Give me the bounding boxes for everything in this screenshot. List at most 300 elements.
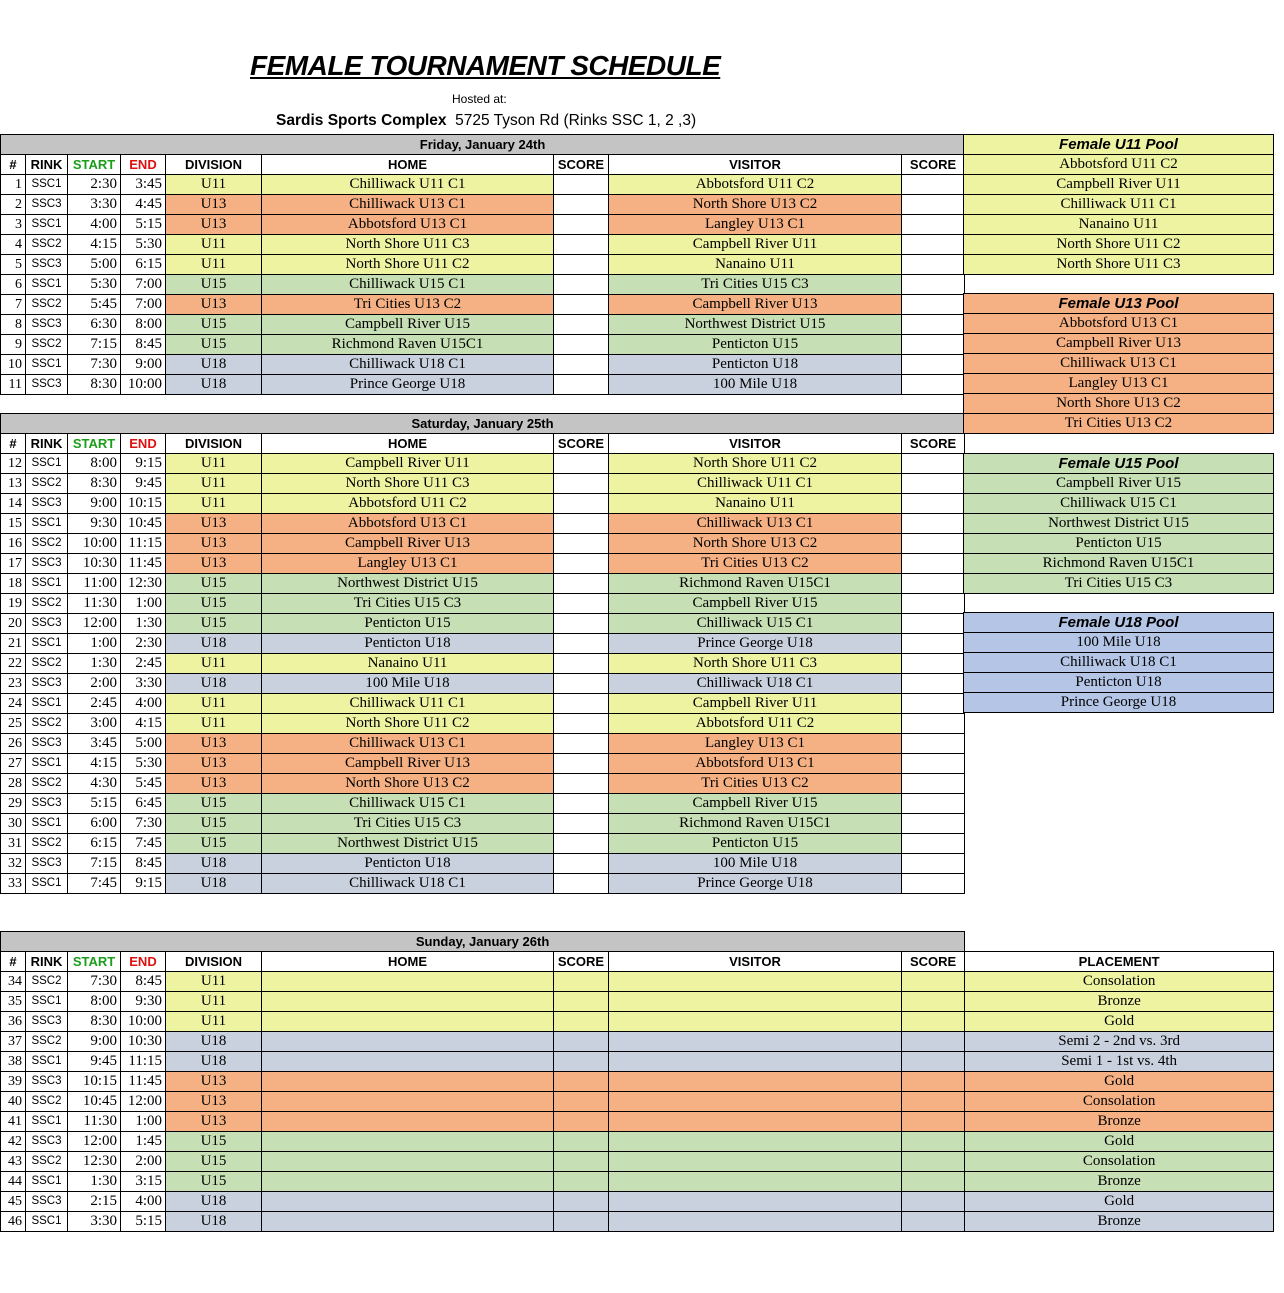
game-visitor: Nanaino U11 (609, 255, 902, 275)
pool-title-row (964, 135, 1274, 155)
game-rink: SSC3 (26, 614, 68, 634)
col-visitor: VISITOR (609, 155, 902, 175)
game-rink: SSC1 (26, 992, 68, 1012)
game-home: Penticton U15 (262, 614, 554, 634)
game-home-score (554, 614, 609, 634)
game-division: U15 (166, 335, 262, 355)
game-rink: SSC3 (26, 854, 68, 874)
game-home-score (554, 355, 609, 375)
col-num: # (1, 155, 26, 175)
game-row (1, 554, 965, 574)
col-home: HOME (262, 434, 554, 454)
game-home: North Shore U13 C2 (262, 774, 554, 794)
game-visitor: Chilliwack U11 C1 (609, 474, 902, 494)
game-home-score (554, 295, 609, 315)
game-visitor-score (902, 474, 965, 494)
game-visitor-score (902, 972, 965, 992)
game-visitor-score (902, 1132, 965, 1152)
game-visitor-score (902, 854, 965, 874)
game-visitor-score (902, 654, 965, 674)
game-rink: SSC3 (26, 734, 68, 754)
day-title: Sunday, January 26th (1, 932, 965, 952)
game-row (1, 992, 1274, 1012)
game-number: 1 (1, 175, 26, 195)
game-division: U13 (166, 534, 262, 554)
game-end: 4:15 (121, 714, 166, 734)
pool-team: Chilliwack U13 C1 (964, 354, 1274, 374)
game-start: 12:00 (68, 614, 121, 634)
game-number: 2 (1, 195, 26, 215)
game-home: Chilliwack U18 C1 (262, 355, 554, 375)
game-start: 2:00 (68, 674, 121, 694)
game-number: 23 (1, 674, 26, 694)
game-number: 7 (1, 295, 26, 315)
game-start: 9:30 (68, 514, 121, 534)
col-visitor: VISITOR (609, 952, 902, 972)
game-home-score (554, 554, 609, 574)
game-start: 5:45 (68, 295, 121, 315)
col-start: START (68, 155, 121, 175)
game-number: 40 (1, 1092, 26, 1112)
game-row (1, 634, 965, 654)
game-number: 19 (1, 594, 26, 614)
game-home (262, 1052, 554, 1072)
game-rink: SSC2 (26, 1152, 68, 1172)
game-number: 46 (1, 1212, 26, 1232)
game-division: U13 (166, 1072, 262, 1092)
col-end: END (121, 155, 166, 175)
venue-address: 5725 Tyson Rd (Rinks SSC 1, 2 ,3) (455, 112, 697, 129)
game-start: 4:15 (68, 235, 121, 255)
game-placement: Bronze (965, 1172, 1274, 1192)
game-number: 6 (1, 275, 26, 295)
pool-team: Abbotsford U11 C2 (964, 155, 1274, 175)
col-start: START (68, 434, 121, 454)
game-visitor-score (902, 335, 965, 355)
game-visitor: Abbotsford U11 C2 (609, 714, 902, 734)
game-home-score (554, 1132, 609, 1152)
pool-team: Campbell River U11 (964, 175, 1274, 195)
game-row (1, 375, 965, 395)
game-end: 3:30 (121, 674, 166, 694)
game-end: 6:45 (121, 794, 166, 814)
game-end: 10:45 (121, 514, 166, 534)
game-end: 2:45 (121, 654, 166, 674)
game-end: 5:15 (121, 1212, 166, 1232)
game-home: Chilliwack U15 C1 (262, 794, 554, 814)
game-end: 10:00 (121, 1012, 166, 1032)
game-division: U15 (166, 275, 262, 295)
game-end: 10:15 (121, 494, 166, 514)
pool-team-row (964, 235, 1274, 255)
game-end: 1:00 (121, 594, 166, 614)
game-end: 5:45 (121, 774, 166, 794)
game-end: 3:45 (121, 175, 166, 195)
col-division: DIVISION (166, 952, 262, 972)
game-visitor-score (902, 614, 965, 634)
game-start: 5:00 (68, 255, 121, 275)
page-title: FEMALE TOURNAMENT SCHEDULE (250, 50, 721, 81)
col-num: # (1, 952, 26, 972)
game-number: 10 (1, 355, 26, 375)
day-title: Saturday, January 25th (1, 414, 965, 434)
game-placement: Bronze (965, 1112, 1274, 1132)
game-end: 10:30 (121, 1032, 166, 1052)
game-rink: SSC2 (26, 335, 68, 355)
game-row (1, 534, 965, 554)
game-division: U13 (166, 1112, 262, 1132)
game-visitor-score (902, 375, 965, 395)
game-division: U15 (166, 594, 262, 614)
day-title: Friday, January 24th (1, 135, 965, 155)
col-home: HOME (262, 155, 554, 175)
game-placement: Gold (965, 1072, 1274, 1092)
game-rink: SSC2 (26, 1092, 68, 1112)
game-end: 5:15 (121, 215, 166, 235)
pool-team-row (964, 534, 1274, 554)
pool-team-row (964, 255, 1274, 275)
game-home-score (554, 454, 609, 474)
game-start: 3:45 (68, 734, 121, 754)
game-home-score (554, 734, 609, 754)
game-home: Campbell River U13 (262, 534, 554, 554)
game-start: 10:30 (68, 554, 121, 574)
game-visitor: Langley U13 C1 (609, 215, 902, 235)
game-row (1, 734, 965, 754)
game-visitor: Tri Cities U13 C2 (609, 774, 902, 794)
sunday-table (0, 931, 1274, 1232)
game-number: 29 (1, 794, 26, 814)
game-rink: SSC1 (26, 1052, 68, 1072)
column-header-row (1, 434, 965, 454)
game-home: Nanaino U11 (262, 654, 554, 674)
col-placement: PLACEMENT (965, 952, 1274, 972)
game-visitor-score (902, 514, 965, 534)
game-rink: SSC1 (26, 215, 68, 235)
game-rink: SSC1 (26, 814, 68, 834)
game-end: 11:45 (121, 554, 166, 574)
game-home-score (554, 1072, 609, 1092)
game-number: 38 (1, 1052, 26, 1072)
game-visitor: Penticton U18 (609, 355, 902, 375)
game-visitor: Campbell River U15 (609, 794, 902, 814)
game-home-score (554, 175, 609, 195)
game-home-score (554, 1032, 609, 1052)
game-home-score (554, 1112, 609, 1132)
pool-team-row (964, 673, 1274, 693)
col-division: DIVISION (166, 434, 262, 454)
game-row (1, 794, 965, 814)
game-home (262, 972, 554, 992)
game-end: 1:30 (121, 614, 166, 634)
game-rink: SSC1 (26, 1212, 68, 1232)
game-home: Campbell River U11 (262, 454, 554, 474)
game-number: 17 (1, 554, 26, 574)
game-visitor: Northwest District U15 (609, 315, 902, 335)
pool-team: Abbotsford U13 C1 (964, 314, 1274, 334)
game-start: 5:30 (68, 275, 121, 295)
game-row (1, 195, 965, 215)
game-row (1, 674, 965, 694)
game-number: 20 (1, 614, 26, 634)
game-start: 10:15 (68, 1072, 121, 1092)
game-rink: SSC3 (26, 375, 68, 395)
game-home (262, 992, 554, 1012)
game-row (1, 594, 965, 614)
game-number: 34 (1, 972, 26, 992)
game-rink: SSC2 (26, 235, 68, 255)
game-visitor: Prince George U18 (609, 874, 902, 894)
game-home: Campbell River U13 (262, 754, 554, 774)
col-home-score: SCORE (554, 952, 609, 972)
game-end: 2:00 (121, 1152, 166, 1172)
pool-title: Female U13 Pool (964, 294, 1274, 314)
game-end: 9:45 (121, 474, 166, 494)
game-home-score (554, 215, 609, 235)
game-number: 13 (1, 474, 26, 494)
spacer (964, 275, 1274, 294)
game-division: U11 (166, 474, 262, 494)
game-start: 6:15 (68, 834, 121, 854)
game-end: 7:30 (121, 814, 166, 834)
game-division: U13 (166, 734, 262, 754)
game-start: 12:00 (68, 1132, 121, 1152)
game-home-score (554, 972, 609, 992)
game-number: 26 (1, 734, 26, 754)
game-end: 8:00 (121, 315, 166, 335)
game-placement: Semi 1 - 1st vs. 4th (965, 1052, 1274, 1072)
pool-team: Nanaino U11 (964, 215, 1274, 235)
game-visitor-score (902, 275, 965, 295)
pool-team-row (964, 494, 1274, 514)
game-end: 8:45 (121, 335, 166, 355)
game-start: 8:00 (68, 992, 121, 1012)
game-rink: SSC3 (26, 1192, 68, 1212)
column-header-row (1, 952, 1274, 972)
game-division: U15 (166, 1132, 262, 1152)
game-division: U13 (166, 514, 262, 534)
day-header-row (1, 135, 965, 155)
game-row (1, 1112, 1274, 1132)
game-start: 10:00 (68, 534, 121, 554)
game-home: Langley U13 C1 (262, 554, 554, 574)
game-number: 44 (1, 1172, 26, 1192)
game-visitor-score (902, 235, 965, 255)
game-start: 8:30 (68, 474, 121, 494)
game-start: 9:00 (68, 494, 121, 514)
game-division: U13 (166, 754, 262, 774)
game-number: 35 (1, 992, 26, 1012)
game-end: 6:15 (121, 255, 166, 275)
pool-team: Chilliwack U11 C1 (964, 195, 1274, 215)
game-home (262, 1172, 554, 1192)
game-visitor-score (902, 1192, 965, 1212)
pool-team: Richmond Raven U15C1 (964, 554, 1274, 574)
game-row (1, 614, 965, 634)
game-number: 24 (1, 694, 26, 714)
game-visitor-score (902, 874, 965, 894)
game-number: 22 (1, 654, 26, 674)
game-visitor-score (902, 734, 965, 754)
game-home-score (554, 1152, 609, 1172)
game-home (262, 1152, 554, 1172)
game-start: 1:00 (68, 634, 121, 654)
game-rink: SSC2 (26, 594, 68, 614)
game-number: 28 (1, 774, 26, 794)
game-rink: SSC1 (26, 275, 68, 295)
game-row (1, 834, 965, 854)
game-visitor: Chilliwack U15 C1 (609, 614, 902, 634)
game-home-score (554, 674, 609, 694)
game-placement: Bronze (965, 992, 1274, 1012)
game-end: 7:00 (121, 275, 166, 295)
game-end: 5:30 (121, 235, 166, 255)
game-row (1, 654, 965, 674)
pool-team-row (964, 554, 1274, 574)
col-rink: RINK (26, 155, 68, 175)
game-home: Prince George U18 (262, 375, 554, 395)
game-rink: SSC3 (26, 1072, 68, 1092)
game-end: 11:45 (121, 1072, 166, 1092)
game-home-score (554, 1092, 609, 1112)
game-visitor-score (902, 594, 965, 614)
game-visitor-score (902, 992, 965, 1012)
pool-spacer (964, 594, 1274, 613)
game-division: U15 (166, 574, 262, 594)
game-home: Campbell River U15 (262, 315, 554, 335)
game-home: Tri Cities U13 C2 (262, 295, 554, 315)
col-visitor-score: SCORE (902, 952, 965, 972)
game-end: 10:00 (121, 375, 166, 395)
game-visitor (609, 972, 902, 992)
game-visitor (609, 1072, 902, 1092)
game-visitor (609, 992, 902, 1012)
game-division: U15 (166, 315, 262, 335)
game-visitor-score (902, 1072, 965, 1092)
game-visitor-score (902, 714, 965, 734)
pool-title: Female U11 Pool (964, 135, 1274, 155)
col-start: START (68, 952, 121, 972)
game-number: 25 (1, 714, 26, 734)
game-row (1, 215, 965, 235)
col-visitor-score: SCORE (902, 155, 965, 175)
game-rink: SSC1 (26, 634, 68, 654)
game-visitor (609, 1212, 902, 1232)
game-number: 43 (1, 1152, 26, 1172)
pools-table (963, 134, 1274, 713)
spacer (1, 395, 965, 414)
game-visitor-score (902, 1032, 965, 1052)
game-end: 8:45 (121, 972, 166, 992)
pool-team-row (964, 374, 1274, 394)
game-row (1, 1092, 1274, 1112)
game-division: U11 (166, 1012, 262, 1032)
spacer (965, 932, 1274, 952)
game-visitor: North Shore U13 C2 (609, 195, 902, 215)
game-start: 12:30 (68, 1152, 121, 1172)
pool-team-row (964, 195, 1274, 215)
game-visitor (609, 1032, 902, 1052)
game-home: Abbotsford U11 C2 (262, 494, 554, 514)
game-row (1, 474, 965, 494)
game-start: 11:00 (68, 574, 121, 594)
game-division: U11 (166, 175, 262, 195)
game-division: U11 (166, 972, 262, 992)
game-division: U15 (166, 834, 262, 854)
game-visitor: Tri Cities U13 C2 (609, 554, 902, 574)
game-start: 2:15 (68, 1192, 121, 1212)
game-division: U15 (166, 1152, 262, 1172)
game-division: U15 (166, 794, 262, 814)
game-visitor-score (902, 754, 965, 774)
game-row (1, 275, 965, 295)
game-rink: SSC2 (26, 1032, 68, 1052)
game-visitor (609, 1052, 902, 1072)
game-end: 9:15 (121, 874, 166, 894)
game-placement: Consolation (965, 972, 1274, 992)
col-home-score: SCORE (554, 434, 609, 454)
game-visitor-score (902, 1172, 965, 1192)
game-number: 14 (1, 494, 26, 514)
game-rink: SSC2 (26, 654, 68, 674)
pool-team-row (964, 314, 1274, 334)
game-placement: Gold (965, 1132, 1274, 1152)
game-rink: SSC1 (26, 175, 68, 195)
game-visitor: 100 Mile U18 (609, 854, 902, 874)
pool-team: North Shore U11 C2 (964, 235, 1274, 255)
game-placement: Gold (965, 1012, 1274, 1032)
game-visitor-score (902, 694, 965, 714)
game-start: 3:00 (68, 714, 121, 734)
game-visitor: Penticton U15 (609, 335, 902, 355)
game-home (262, 1212, 554, 1232)
game-division: U18 (166, 1032, 262, 1052)
game-start: 2:30 (68, 175, 121, 195)
game-division: U13 (166, 554, 262, 574)
game-end: 4:00 (121, 694, 166, 714)
game-end: 1:45 (121, 1132, 166, 1152)
game-visitor-score (902, 1212, 965, 1232)
game-visitor (609, 1092, 902, 1112)
game-visitor-score (902, 834, 965, 854)
game-placement: Semi 2 - 2nd vs. 3rd (965, 1032, 1274, 1052)
game-division: U18 (166, 674, 262, 694)
game-row (1, 355, 965, 375)
pool-team-row (964, 394, 1274, 414)
game-start: 3:30 (68, 1212, 121, 1232)
game-visitor-score (902, 1012, 965, 1032)
game-home-score (554, 654, 609, 674)
game-division: U13 (166, 295, 262, 315)
game-home-score (554, 714, 609, 734)
game-end: 8:45 (121, 854, 166, 874)
game-end: 7:00 (121, 295, 166, 315)
game-row (1, 814, 965, 834)
game-row (1, 1212, 1274, 1232)
game-visitor-score (902, 454, 965, 474)
game-visitor-score (902, 794, 965, 814)
game-rink: SSC3 (26, 315, 68, 335)
game-visitor: Campbell River U15 (609, 594, 902, 614)
pool-team-row (964, 155, 1274, 175)
game-rink: SSC1 (26, 574, 68, 594)
game-number: 9 (1, 335, 26, 355)
game-division: U11 (166, 654, 262, 674)
game-home: North Shore U11 C2 (262, 714, 554, 734)
game-end: 12:00 (121, 1092, 166, 1112)
game-rink: SSC3 (26, 674, 68, 694)
game-start: 10:45 (68, 1092, 121, 1112)
